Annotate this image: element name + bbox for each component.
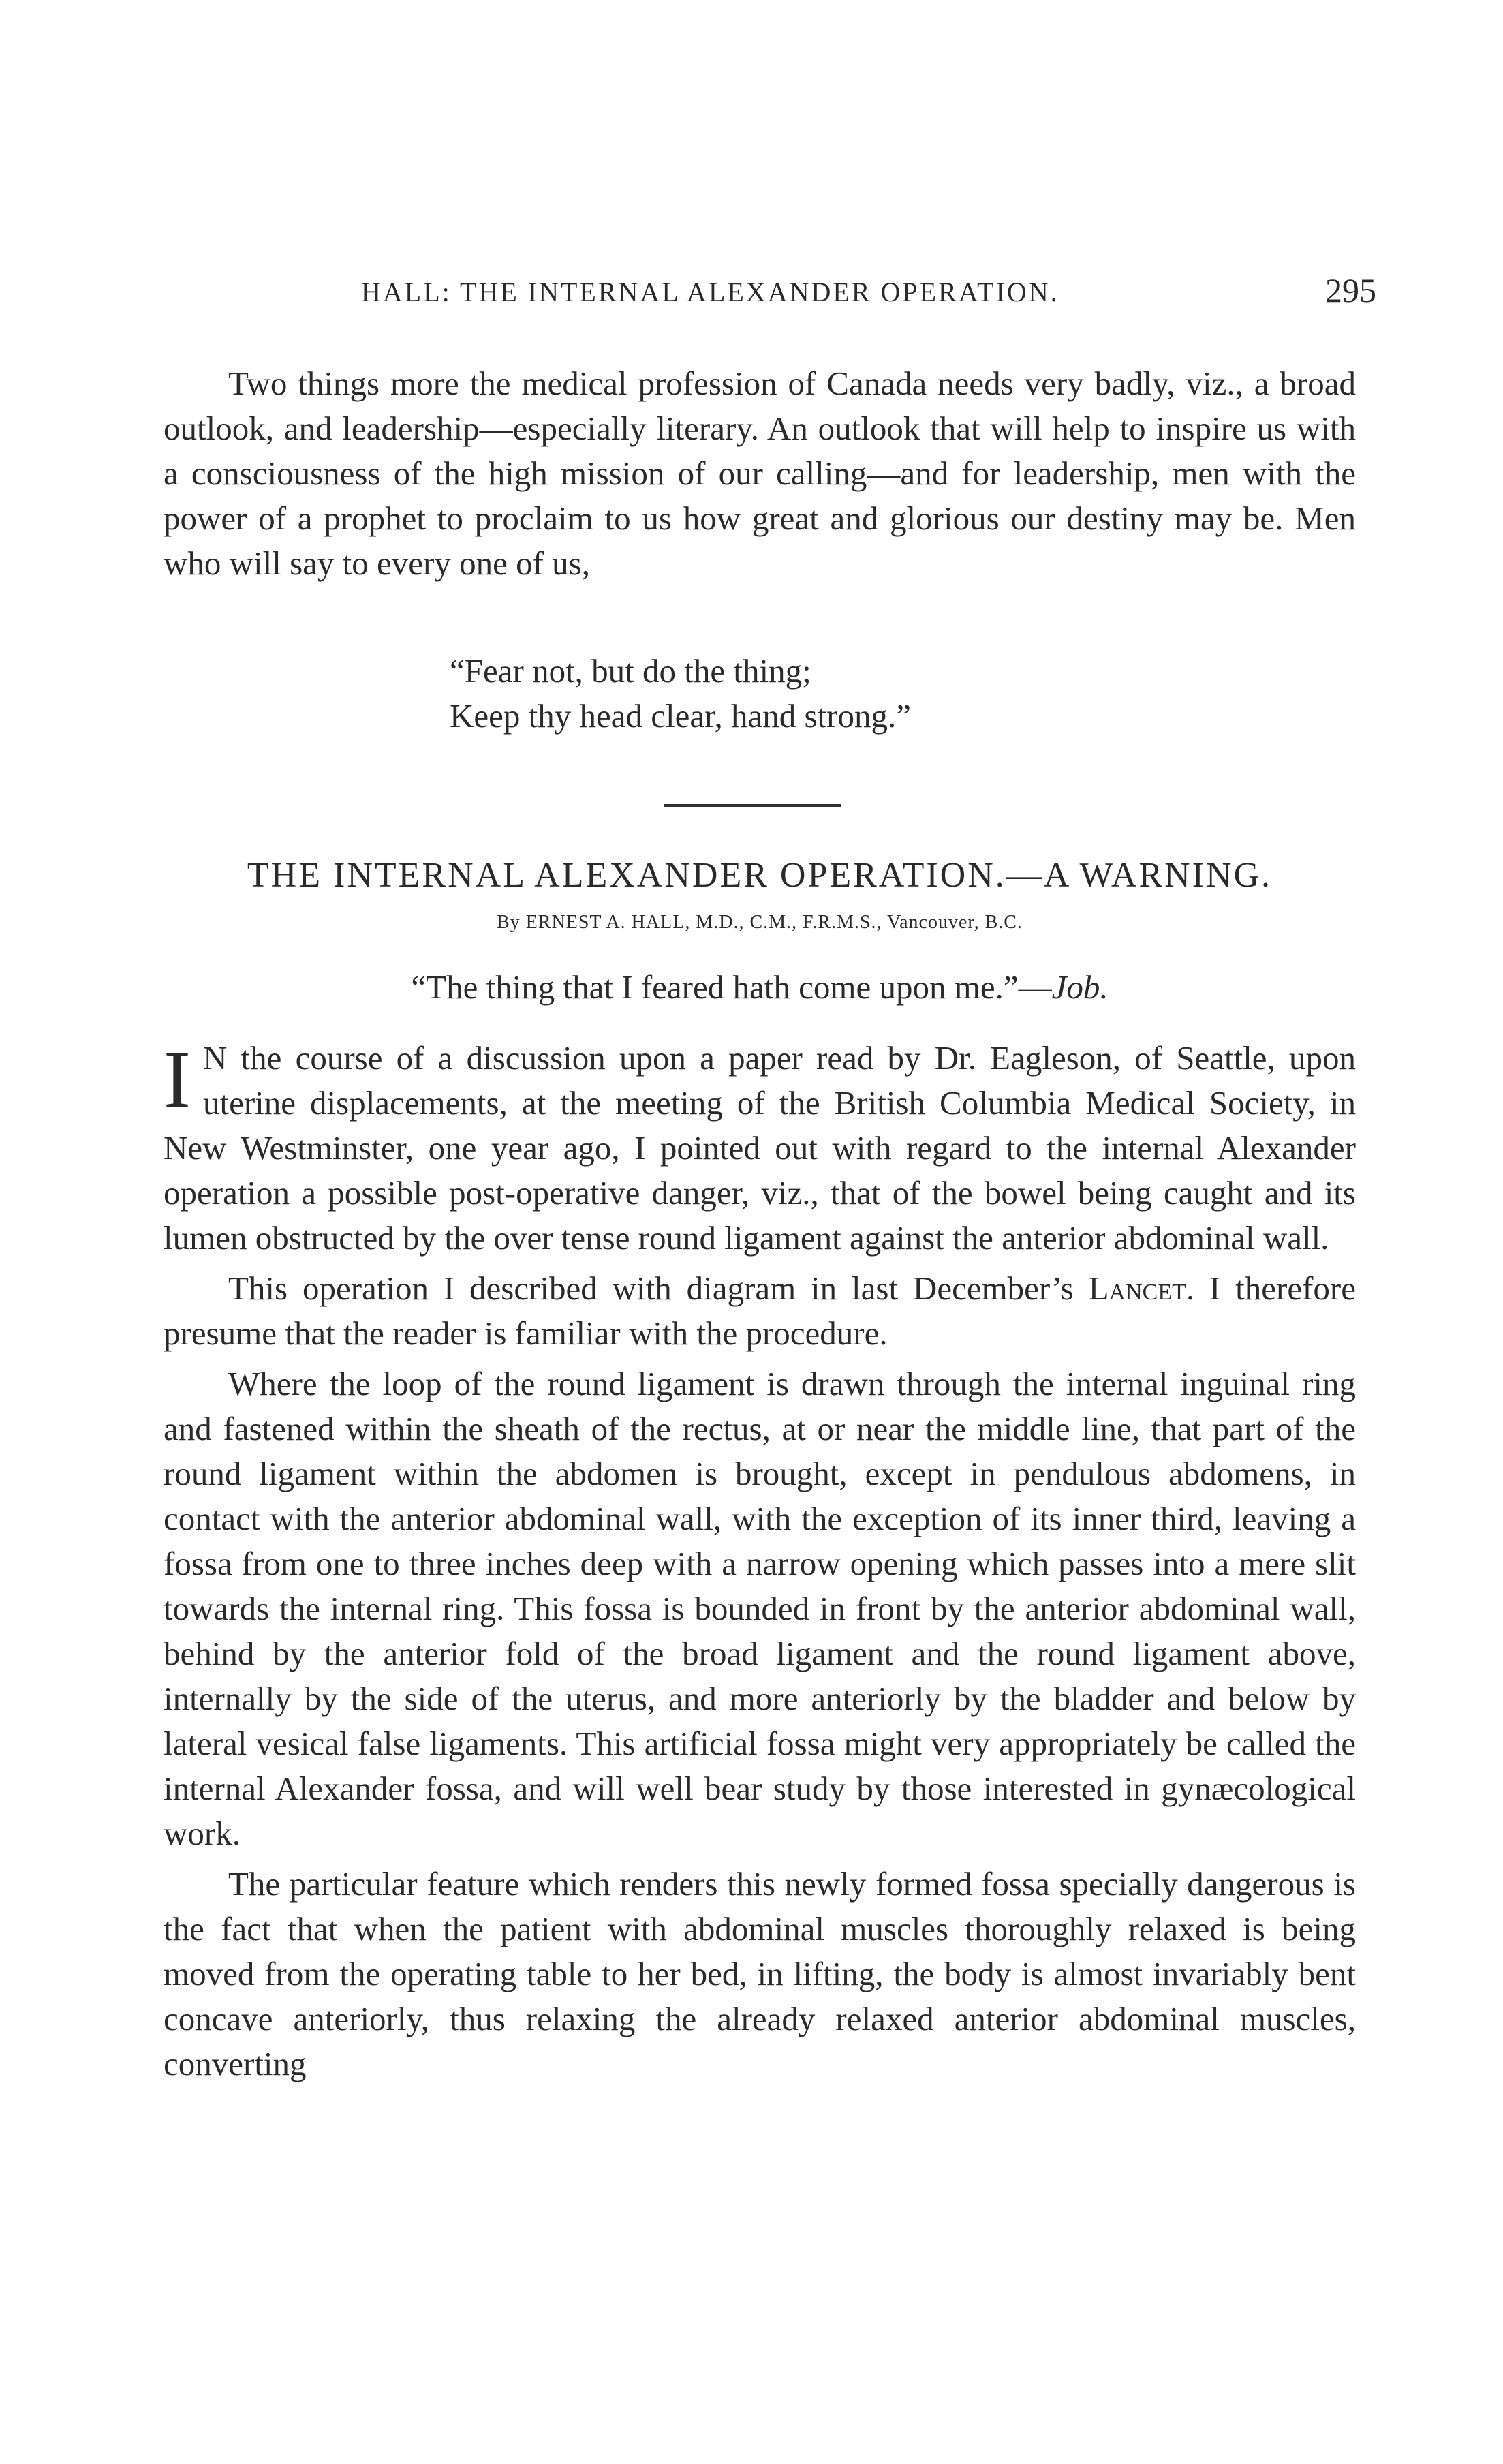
article-paragraph-3: Where the loop of the round ligament is drawn through the internal inguinal ring and fastened within the sheath of the rectus, at or near the middle line, that part of the round ligament within the abdomen is brought, except in pendulous abdomens, in contact with the anterior abdominal wall, with the exception of its inner third, leaving a fossa from one to three inches deep with a narrow opening which passes into a mere slit towards the internal ring. This fossa is bounded in front by the anterior abdominal wall, behind by the anterior fold of the broad ligament and the round ligament above, internally by the side of the uterus, and more anteriorly by the bladder and below by lateral vesical false ligaments. This artificial fossa might very appropriately be called the internal Alexander fossa, and will well bear study by those interested in gynæcological work. bbox=[164, 1365, 1356, 1852]
intro-paragraph: Two things more the medical profession of Canada needs very badly, viz., a broad outlook, and leadership—especially literary. An outlook that will help to inspire us with a consciousness of the high mission of our calling—and for leadership, men with the power of a prophet to proclaim to us how great and glorious our destiny may be. Men who will say to every one of us, bbox=[164, 365, 1356, 582]
epigraph bbox=[164, 968, 1356, 1006]
epigraph-source: Job. bbox=[1051, 968, 1109, 1006]
paragraph-1-text: N the course of a discussion upon a paper read by Dr. Eagleson, of Seattle, upon uterine displacements, at the meeting of the British Columbia Medical Society, in New Westminster, one year ago, I pointed out with regard to the internal Alexander operation a possible post-operative danger, viz., that of the bowel being caught and its lumen obstructed by the over tense round ligament against the anterior abdominal wall. bbox=[164, 1039, 1356, 1257]
paragraph-2-end: I therefore presume that the reader is familiar with the procedure. bbox=[164, 1269, 1356, 1352]
epigraph-quote: “The thing that I feared hath come upon me.”— bbox=[411, 968, 1052, 1006]
article-body bbox=[164, 1036, 1356, 2086]
running-title: HALL: THE INTERNAL ALEXANDER OPERATION. bbox=[361, 277, 1059, 307]
article-paragraph-2 bbox=[164, 1266, 1356, 1356]
verse-quotation bbox=[450, 649, 911, 739]
article-title: THE INTERNAL ALEXANDER OPERATION.—A WARNING. bbox=[247, 856, 1273, 895]
paragraph-2-start: This operation I described with diagram in last December’s bbox=[228, 1269, 1089, 1307]
page-number: 295 bbox=[1325, 271, 1376, 309]
verse-line-2: Keep thy head clear, hand strong.” bbox=[450, 697, 911, 735]
verse-line-1: “Fear not, but do the thing; bbox=[450, 652, 811, 690]
drop-cap: I bbox=[164, 1034, 191, 1124]
article-byline: By ERNEST A. HALL, M.D., C.M., F.R.M.S., Vancouver, B.C. bbox=[497, 912, 1023, 933]
article-paragraph-1 bbox=[164, 1036, 1356, 1261]
intro-section bbox=[164, 361, 1356, 586]
section-divider bbox=[664, 804, 841, 807]
article-paragraph-4: The particular feature which renders this newly formed fossa specially dangerous is the fact that when the patient with abdominal muscles thoroughly relaxed is being moved from the operating table to her bed, in lifting, the body is almost invariably bent concave anteriorly, thus relaxing the already relaxed anterior abdominal muscles, converting bbox=[164, 1865, 1356, 2082]
running-header bbox=[300, 271, 1376, 317]
journal-name: Lancet. bbox=[1088, 1269, 1195, 1307]
